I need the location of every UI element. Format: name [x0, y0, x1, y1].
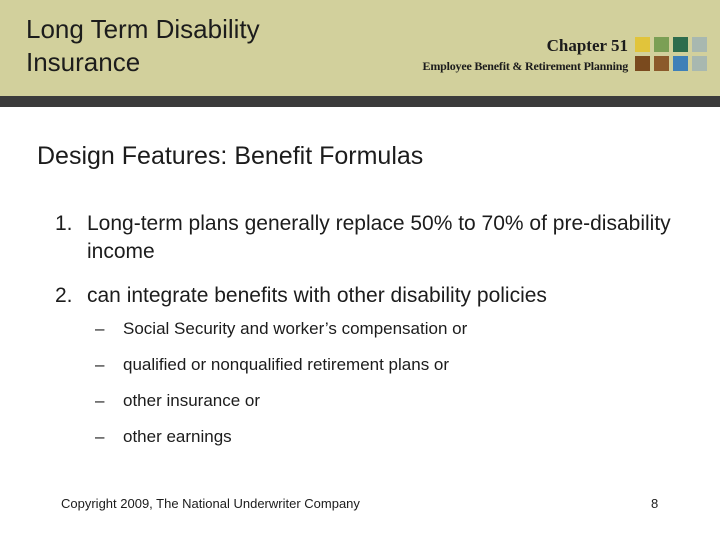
- list-item: [55, 210, 675, 282]
- sub-list-text: qualified or nonqualified retirement plans or: [123, 355, 450, 374]
- list-item: [55, 282, 675, 310]
- sub-list-dash: –: [95, 391, 105, 410]
- sub-list-item: [55, 426, 675, 462]
- numbered-list: [55, 210, 675, 462]
- list-item-number: 2.: [55, 284, 73, 307]
- sub-list-text: other earnings: [123, 427, 232, 446]
- square-7: [673, 56, 688, 71]
- footer-copyright: Copyright 2009, The National Underwriter Company: [61, 496, 360, 511]
- sub-list-item: [55, 354, 675, 390]
- sub-list-item: [55, 390, 675, 426]
- list-item-number: 1.: [55, 212, 73, 235]
- square-8: [692, 56, 707, 71]
- decorative-squares: [635, 37, 715, 73]
- square-3: [673, 37, 688, 52]
- deck-title: [26, 13, 260, 79]
- slide-header: [0, 0, 720, 96]
- square-1: [635, 37, 650, 52]
- sub-list-dash: –: [95, 319, 105, 338]
- square-5: [635, 56, 650, 71]
- page-number: 8: [651, 496, 659, 511]
- slide-title: Design Features: Benefit Formulas: [37, 142, 424, 170]
- square-6: [654, 56, 669, 71]
- sub-list: [55, 318, 675, 462]
- list-item-text: can integrate benefits with other disability policies: [87, 284, 547, 307]
- square-4: [692, 37, 707, 52]
- deck-title-line-2: Insurance: [26, 47, 141, 77]
- list-item-text: Long-term plans generally replace 50% to 70% of pre-disability income: [87, 212, 671, 263]
- header-divider-bar: [0, 96, 720, 107]
- sub-list-text: other insurance or: [123, 391, 261, 410]
- book-title: Employee Benefit & Retirement Planning: [422, 59, 628, 73]
- sub-list-dash: –: [95, 427, 105, 446]
- sub-list-item: [55, 318, 675, 354]
- deck-title-line-1: Long Term Disability: [26, 14, 260, 44]
- chapter-label: Chapter 51: [546, 36, 628, 55]
- sub-list-text: Social Security and worker’s compensation or: [123, 319, 468, 338]
- sub-list-dash: –: [95, 355, 105, 374]
- square-2: [654, 37, 669, 52]
